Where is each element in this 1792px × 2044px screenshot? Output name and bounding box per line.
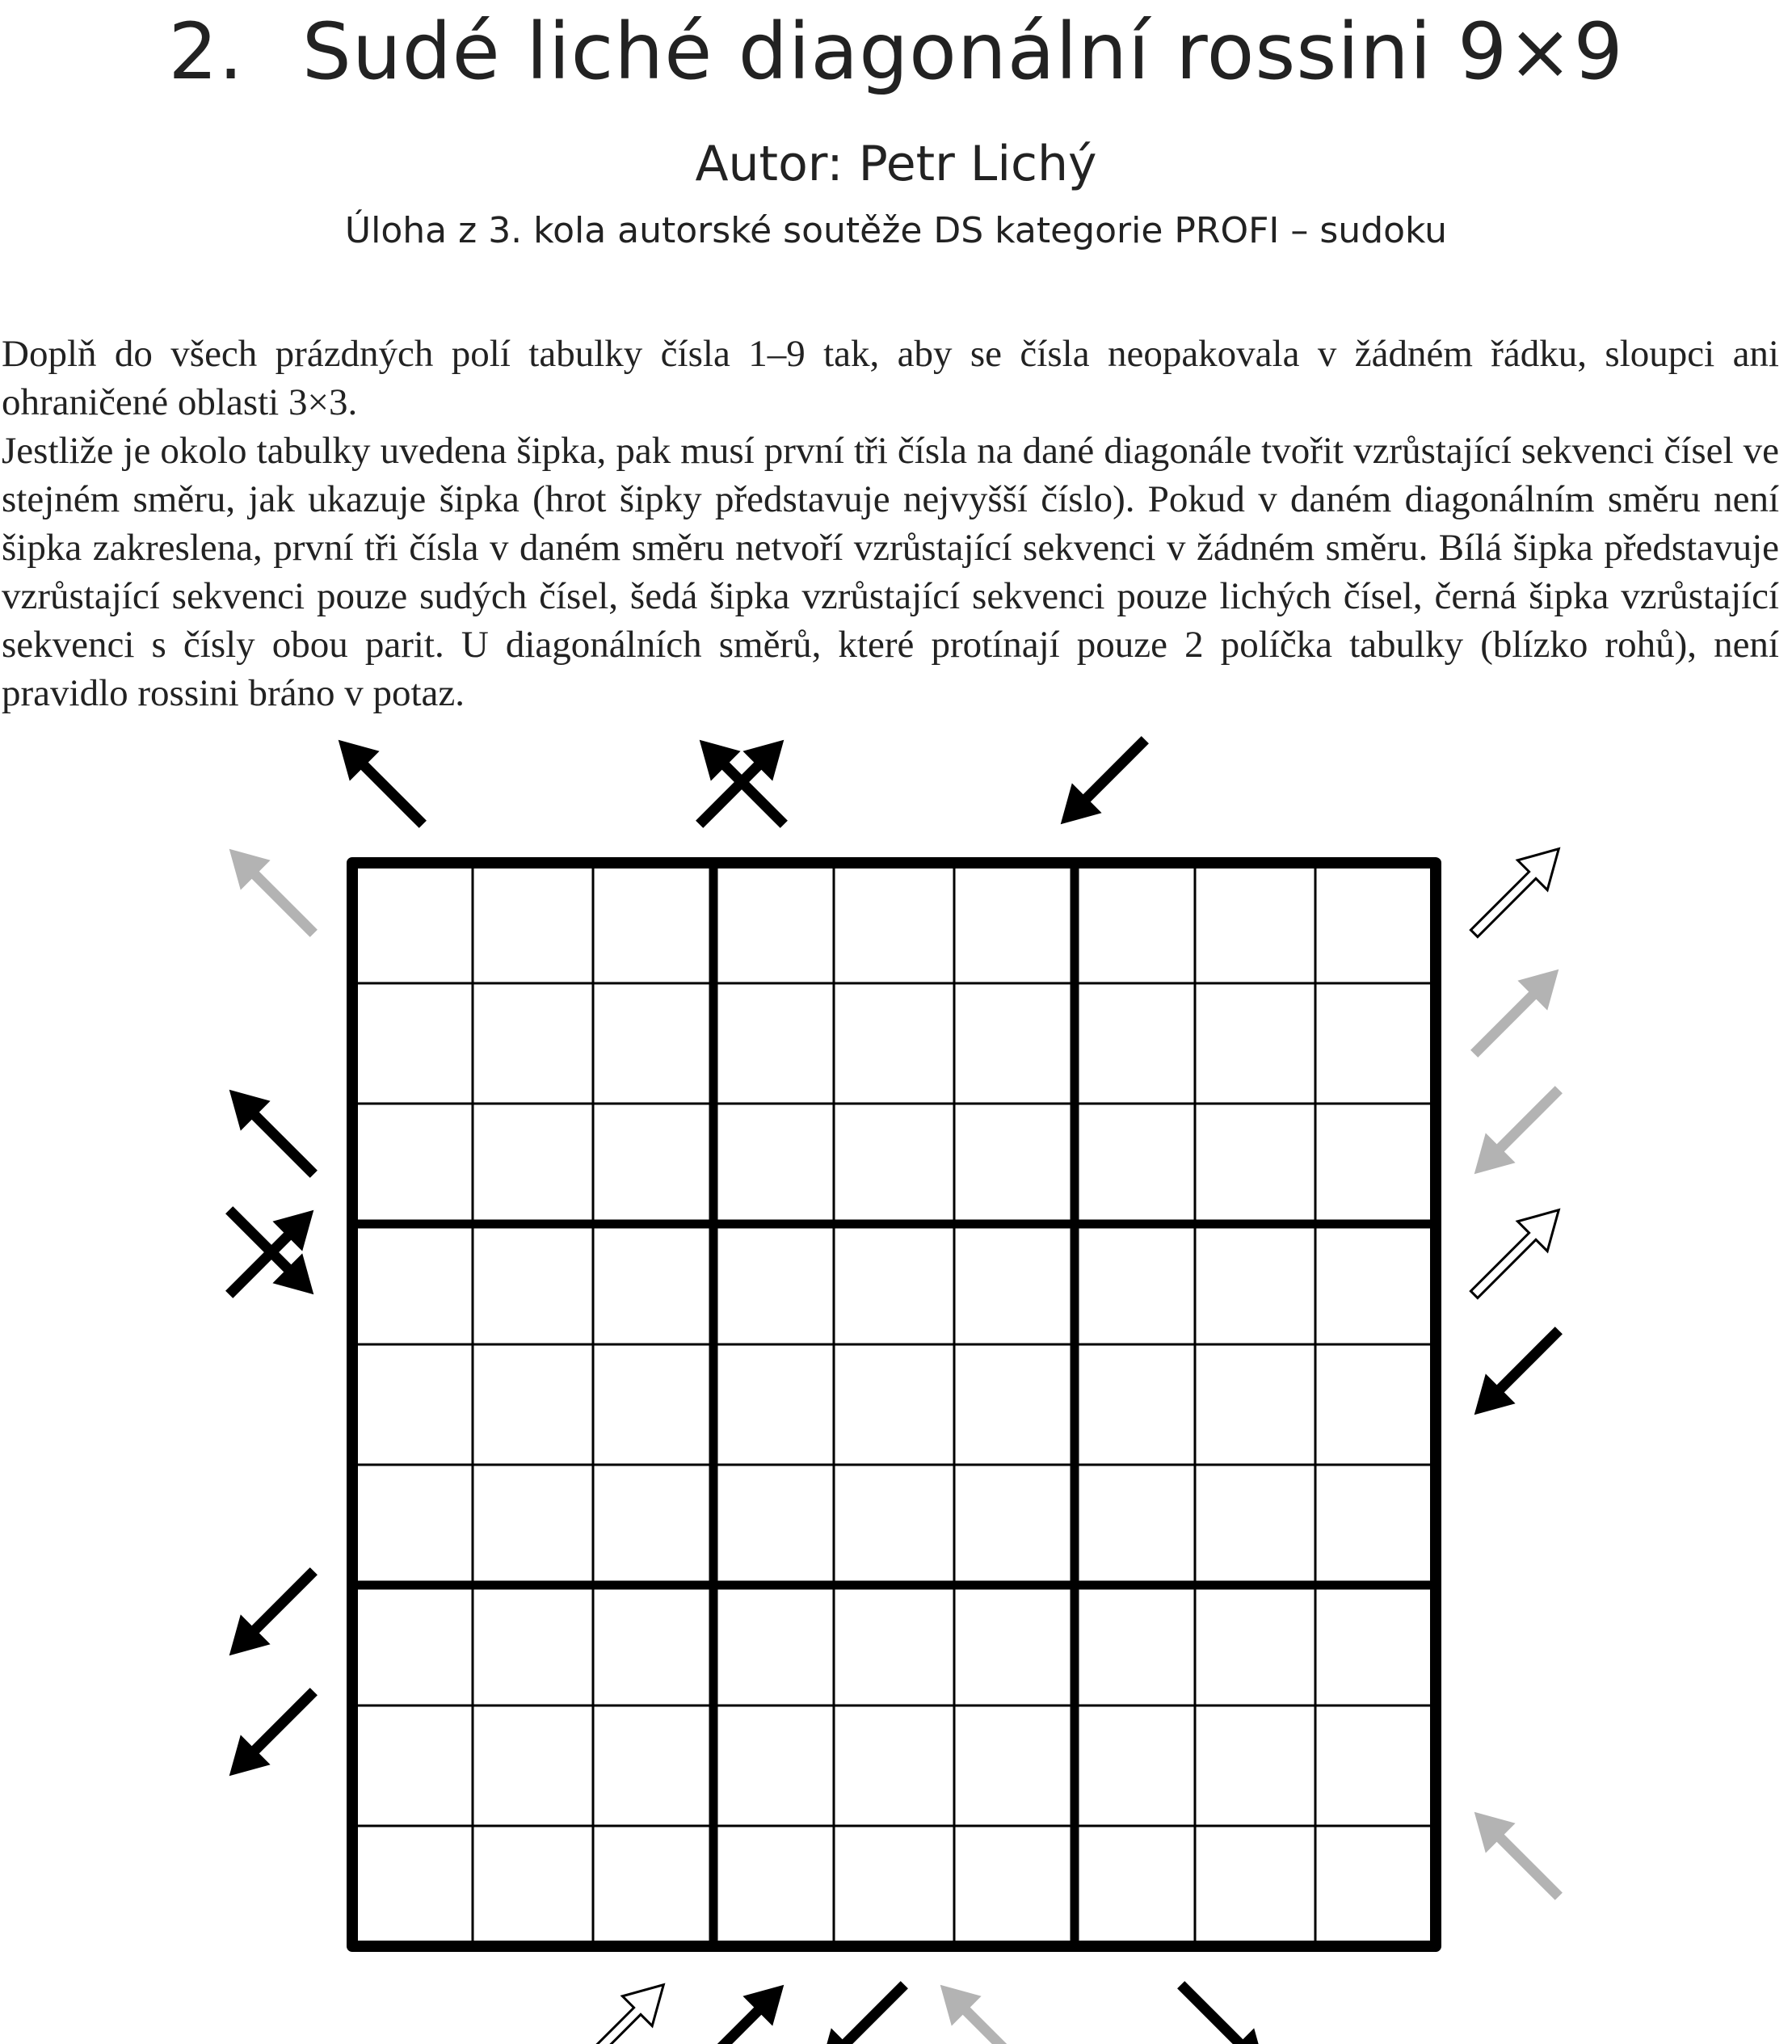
grid-cell[interactable]: [1315, 983, 1436, 1104]
grid-cell[interactable]: [954, 1224, 1075, 1344]
arrow-black-down-left: [1474, 1331, 1559, 1415]
grid-cell[interactable]: [352, 1465, 473, 1585]
grid-cell[interactable]: [713, 983, 834, 1104]
grid-cell[interactable]: [713, 1344, 834, 1465]
arrow-black-up-left: [229, 1090, 314, 1175]
arrow-black-down-left: [820, 1985, 905, 2044]
grid-cell[interactable]: [593, 983, 713, 1104]
grid-cell[interactable]: [593, 1826, 713, 1946]
grid-cell[interactable]: [834, 1585, 954, 1705]
arrow-black-down-right: [1181, 1985, 1266, 2044]
grid-cell[interactable]: [954, 863, 1075, 983]
arrow-black-up-left: [339, 740, 423, 825]
grid-cell[interactable]: [1195, 1826, 1315, 1946]
grid-cell[interactable]: [834, 1826, 954, 1946]
grid-cell[interactable]: [1195, 1104, 1315, 1224]
grid-cell[interactable]: [473, 1344, 593, 1465]
grid-cell[interactable]: [954, 1344, 1075, 1465]
grid-cell[interactable]: [713, 1585, 834, 1705]
grid-cell[interactable]: [1315, 1585, 1436, 1705]
arrow-gray-up-right: [1474, 969, 1559, 1054]
grid-cell[interactable]: [954, 1705, 1075, 1826]
grid-cell[interactable]: [473, 1826, 593, 1946]
puzzle-source: Úloha z 3. kola autorské soutěže DS kategorie PROFI – sudoku: [344, 210, 1448, 251]
grid-cell[interactable]: [352, 1826, 473, 1946]
grid-cell[interactable]: [1075, 1104, 1195, 1224]
grid-cell[interactable]: [1315, 1344, 1436, 1465]
grid-cell[interactable]: [954, 1104, 1075, 1224]
arrow-black-up-right: [700, 1985, 785, 2044]
grid-cell[interactable]: [593, 1705, 713, 1826]
grid-cell[interactable]: [1315, 1224, 1436, 1344]
grid-cell[interactable]: [1075, 983, 1195, 1104]
grid-cell[interactable]: [1075, 863, 1195, 983]
grid-cell[interactable]: [1195, 1705, 1315, 1826]
grid-cell[interactable]: [834, 1465, 954, 1585]
grid-cell[interactable]: [352, 863, 473, 983]
puzzle-number: 2.: [168, 6, 244, 97]
grid-cell[interactable]: [1075, 1585, 1195, 1705]
grid-cell[interactable]: [473, 1585, 593, 1705]
arrow-white-up-right: [575, 1985, 663, 2044]
puzzle-author: Autor: Petr Lichý: [695, 136, 1097, 192]
grid-cell[interactable]: [473, 1705, 593, 1826]
grid-cell[interactable]: [834, 983, 954, 1104]
grid-cell[interactable]: [352, 1705, 473, 1826]
grid-cell[interactable]: [1195, 863, 1315, 983]
grid-cell[interactable]: [954, 1465, 1075, 1585]
grid-cell[interactable]: [473, 1104, 593, 1224]
grid-cell[interactable]: [954, 1826, 1075, 1946]
grid-cell[interactable]: [1075, 1826, 1195, 1946]
grid-cell[interactable]: [352, 1224, 473, 1344]
grid-cell[interactable]: [713, 863, 834, 983]
grid-cell[interactable]: [352, 1104, 473, 1224]
grid-cell[interactable]: [1195, 1585, 1315, 1705]
grid-cell[interactable]: [593, 1344, 713, 1465]
grid-cell[interactable]: [713, 1224, 834, 1344]
grid-cell[interactable]: [473, 983, 593, 1104]
arrow-black-down-left: [229, 1571, 314, 1656]
rules-paragraph-1: Doplň do všech prázdných polí tabulky čísla 1–9 tak, aby se čísla neopakovala v žádném řádku, sloupci ani ohraničené oblasti 3×3.: [2, 333, 1779, 423]
grid-cells: [352, 863, 1436, 1946]
grid-cell[interactable]: [834, 1705, 954, 1826]
grid-cell[interactable]: [473, 1465, 593, 1585]
grid-cell[interactable]: [1315, 863, 1436, 983]
grid-cell[interactable]: [1075, 1344, 1195, 1465]
grid-cell[interactable]: [1075, 1705, 1195, 1826]
arrow-white-up-right: [1470, 1210, 1559, 1298]
grid-cell[interactable]: [834, 863, 954, 983]
arrow-gray-down-left: [1474, 1090, 1559, 1175]
grid-cell[interactable]: [1315, 1465, 1436, 1585]
grid-cell[interactable]: [1195, 983, 1315, 1104]
grid-cell[interactable]: [593, 1585, 713, 1705]
arrow-gray-up-left: [940, 1985, 1025, 2044]
grid-cell[interactable]: [713, 1104, 834, 1224]
grid-cell[interactable]: [1315, 1104, 1436, 1224]
arrow-black-down-left: [229, 1692, 314, 1777]
grid-cell[interactable]: [593, 1104, 713, 1224]
grid-cell[interactable]: [713, 1826, 834, 1946]
grid-cell[interactable]: [1315, 1826, 1436, 1946]
grid-cell[interactable]: [593, 1224, 713, 1344]
grid-cell[interactable]: [713, 1705, 834, 1826]
grid-cell[interactable]: [954, 1585, 1075, 1705]
grid-cell[interactable]: [954, 983, 1075, 1104]
grid-cell[interactable]: [834, 1224, 954, 1344]
grid-cell[interactable]: [352, 983, 473, 1104]
grid-cell[interactable]: [473, 863, 593, 983]
arrow-white-up-right: [1470, 849, 1559, 937]
puzzle-name: Sudé liché diagonální rossini 9×9: [301, 6, 1624, 97]
grid-cell[interactable]: [473, 1224, 593, 1344]
grid-cell[interactable]: [1075, 1465, 1195, 1585]
grid-cell[interactable]: [1195, 1465, 1315, 1585]
grid-cell[interactable]: [834, 1104, 954, 1224]
grid-cell[interactable]: [1075, 1224, 1195, 1344]
grid-cell[interactable]: [352, 1344, 473, 1465]
grid-cell[interactable]: [1195, 1344, 1315, 1465]
grid-cell[interactable]: [1195, 1224, 1315, 1344]
arrow-gray-up-left: [1474, 1812, 1559, 1897]
grid-cell[interactable]: [834, 1344, 954, 1465]
arrow-black-down-left: [1061, 740, 1146, 825]
grid-cell[interactable]: [352, 1585, 473, 1705]
grid-cell[interactable]: [1315, 1705, 1436, 1826]
grid-cell[interactable]: [593, 863, 713, 983]
grid-cell[interactable]: [713, 1465, 834, 1585]
grid-cell[interactable]: [593, 1465, 713, 1585]
rules-paragraph-2: Jestliže je okolo tabulky uvedena šipka, pak musí první tři čísla na dané diagonále tvořit vzrůstající sekvenci čísel ve stejném směru, jak ukazuje šipka (hrot šipky představuje nejvyšší číslo). Pokud v daném diagonálním směru není šipka zakreslena, první tři čísla v daném směru netvoří vzrůstající sekvenci v žádném směru. Bílá šipka představuje vzrůstající sekvenci pouze sudých čísel, šedá šipka vzrůstající sekvenci pouze lichých čísel, černá šipka vzrůstající sekvenci s čísly obou parit. U diagonálních směrů, které protínají pouze 2 políčka tabulky (blízko rohů), není pravidlo rossini bráno v potaz.: [2, 430, 1779, 714]
arrow-gray-up-left: [229, 849, 314, 934]
